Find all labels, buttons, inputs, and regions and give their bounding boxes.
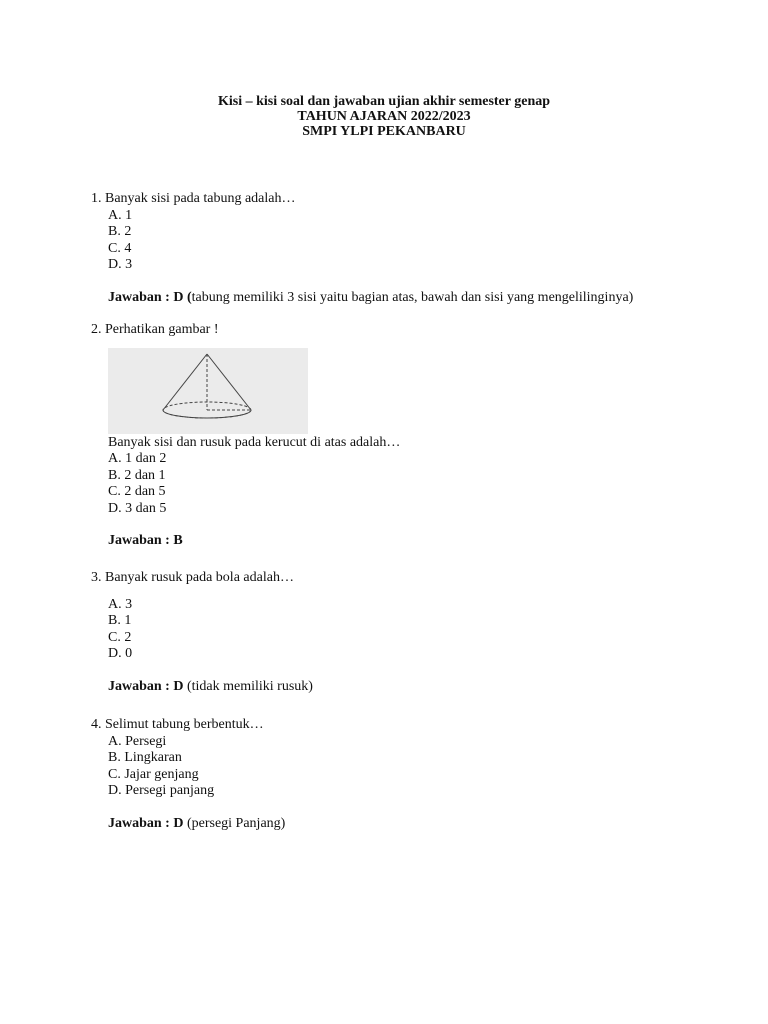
answer-line bbox=[108, 816, 731, 833]
option-c: C. 2 bbox=[108, 629, 132, 645]
option-d: D. 3 bbox=[108, 257, 133, 272]
answer-line bbox=[108, 679, 731, 696]
option-b: B. Lingkaran bbox=[108, 750, 182, 765]
question-2 bbox=[91, 322, 731, 550]
answer-line bbox=[108, 290, 731, 307]
answer-label: Jawaban : B bbox=[108, 533, 183, 548]
option-list bbox=[108, 734, 731, 800]
header-title: Kisi – kisi soal dan jawaban ujian akhir semester genap bbox=[217, 94, 551, 109]
option-a: A. 1 bbox=[108, 207, 133, 223]
option-a: A. 1 dan 2 bbox=[108, 451, 167, 466]
question-stem: 1. Banyak sisi pada tabung adalah… bbox=[91, 191, 296, 206]
question-stem: 3. Banyak rusuk pada bola adalah… bbox=[91, 570, 294, 585]
header-school-name: SMPI YLPI PEKANBARU bbox=[302, 124, 466, 139]
option-list bbox=[108, 451, 731, 517]
answer-label: Jawaban : D bbox=[108, 678, 184, 694]
answer-label: Jawaban : D bbox=[108, 815, 184, 831]
question-sub-stem: Banyak sisi dan rusuk pada kerucut di atas adalah… bbox=[108, 434, 401, 450]
option-a: A. 3 bbox=[108, 596, 133, 612]
question-stem: 4. Selimut tabung berbentuk… bbox=[91, 717, 264, 732]
question-1 bbox=[91, 191, 731, 306]
answer-label: Jawaban : D ( bbox=[108, 289, 192, 305]
option-list bbox=[108, 597, 731, 663]
cone-icon bbox=[108, 348, 308, 434]
question-stem: 2. Perhatikan gambar ! bbox=[91, 322, 219, 337]
option-c: C. 4 bbox=[108, 240, 132, 256]
answer-note: (persegi Panjang) bbox=[183, 815, 286, 831]
option-c: C. 2 dan 5 bbox=[108, 484, 166, 499]
option-d: D. 3 dan 5 bbox=[108, 500, 167, 516]
question-4 bbox=[91, 717, 731, 832]
question-3 bbox=[91, 570, 731, 695]
header-school-year: TAHUN AJARAN 2022/2023 bbox=[297, 109, 471, 124]
option-b: B. 2 dan 1 bbox=[108, 467, 166, 483]
answer-note: tabung memiliki 3 sisi yaitu bagian atas, bawah dan sisi yang mengelilinginya) bbox=[191, 289, 634, 305]
option-c: C. Jajar genjang bbox=[108, 766, 199, 782]
option-b: B. 1 bbox=[108, 613, 132, 628]
document-header bbox=[0, 94, 768, 139]
option-d: D. 0 bbox=[108, 646, 133, 661]
answer-line bbox=[108, 533, 731, 550]
option-list bbox=[108, 208, 731, 274]
answer-note: (tidak memiliki rusuk) bbox=[183, 678, 313, 694]
option-b: B. 2 bbox=[108, 224, 132, 239]
option-d: D. Persegi panjang bbox=[108, 783, 215, 798]
cone-figure bbox=[108, 348, 308, 434]
option-a: A. Persegi bbox=[108, 733, 167, 749]
